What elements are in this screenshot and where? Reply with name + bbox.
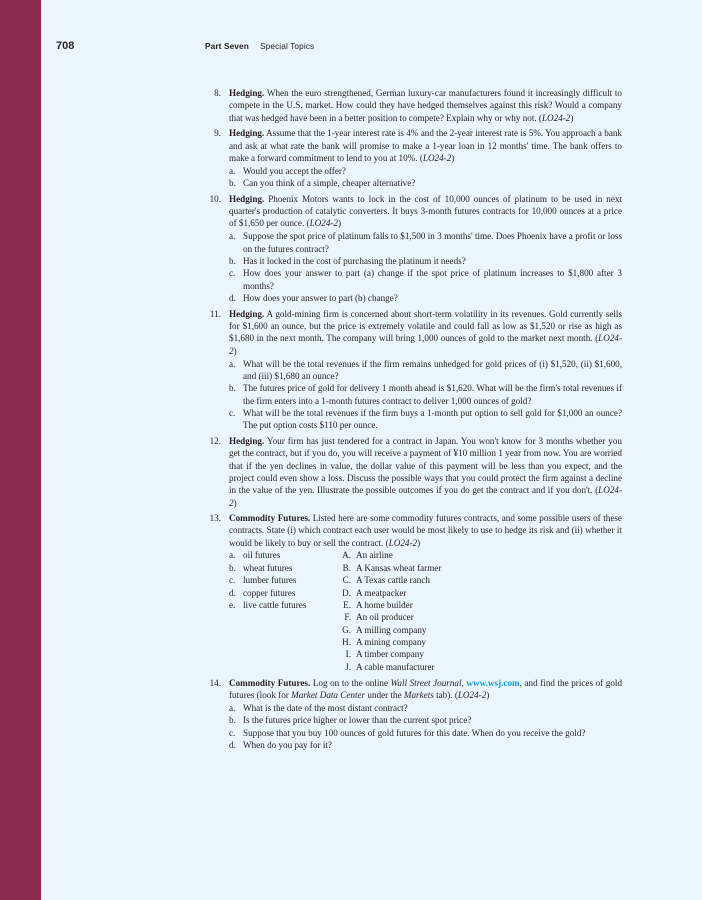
matching-lists (229, 549, 622, 673)
problem-number: 9. (214, 128, 221, 139)
learning-objective: LO24-2 (309, 218, 338, 229)
learning-objective: LO24-2 (388, 537, 418, 548)
journal-name: Wall Street Journal, (390, 677, 464, 688)
sub-question: b. The futures price of gold for delivery 1 month ahead is $1,620. What will be the firm's total revenues if the firm enters into a 1-month futures contract to deliver 1,000 ounces of gold? (229, 383, 622, 406)
sub-question: b. Is the futures price higher or lower than the current spot price? (229, 715, 472, 726)
problem-number: 11. (209, 308, 221, 319)
problem-title: Hedging. (229, 308, 265, 319)
problem-12: 12. Hedging. Your firm has just tendered for a contract in Japan. You won't know for 3 months whether you get the contract, but if you do, you will receive a payment of ¥10 million 1 year from now. You are worried that if the yen declines in value, the dollar value of this payment will be less than you expect, and the project could even show a loss. Discuss the possible ways that you could protect the firm against a decline in the value of the yen. Illustrate the possible outcomes if you do get the contract and if you don't. (LO24-2) (206, 435, 622, 509)
sub-question: d. How does your answer to part (b) change? (229, 293, 398, 304)
sub-question: b. Has it locked in the cost of purchasing the platinum it needs? (229, 256, 466, 267)
learning-objective: LO24-2 (422, 152, 452, 163)
problem-title: Hedging. (229, 88, 265, 98)
problem-list (206, 87, 622, 755)
problem-number: 13. (209, 513, 221, 524)
problem-title: Commodity Futures. (229, 513, 311, 524)
sub-question: c. Suppose that you buy 100 ounces of gold futures for this date. When do you receive the gold? (229, 727, 586, 738)
problem-text: A gold-mining firm is concerned about short-term volatility in its revenues. Gold currently sells for $1,600 an ounce, but the price is extremely volatile and could fall as low as $1,520 or rise as high as $1,680 in the next month. The company will bring 1,000 ounces of gold to the market next month. (229, 308, 622, 344)
user-item: B. A Kansas wheat farmer (342, 562, 442, 573)
problem-13: 13. Commodity Futures. Listed here are some commodity futures contracts, and some possible users of these contracts. State (i) which contract each user would be most likely to use to hedge its risk and (ii) whether it would be likely to buy or sell the contract. (LO24-2) a. oil futures b. wheat futures c. lumber futures d. copper futures e. live cattle futures A. An airline B. A Kansas wheat farmer C. A Texas cattle ranch D. A meatpacker E. A home builder F. An oil producer G. A milling company H. A mining company I. A timber company J. A cable manufacturer (206, 512, 622, 673)
problem-11: 11. Hedging. A gold-mining firm is concerned about short-term volatility in its revenues. Gold currently sells for $1,600 an ounce, but the price is extremely volatile and could fall as low as $1,520 or rise as high as $1,680 in the next month. The company will bring 1,000 ounces of gold to the market next month. (LO24-2) a. What will be the total revenues if the firm remains unhedged for gold prices of (i) $1,520, (ii) $1,600, and (iii) $1,680 an ounce? b. The futures price of gold for delivery 1 month ahead is $1,620. What will be the firm's total revenues if the firm enters into a 1-month futures contract to deliver 1,000 ounces of gold? c. What will be the total revenues if the firm buys a 1-month put option to sell gold for $1,000 an ounce? The put option costs $110 per ounce. (206, 308, 622, 432)
user-item: A. An airline (342, 550, 393, 561)
problem-title: Hedging. (229, 193, 265, 204)
part-topic: Special Topics (260, 41, 315, 51)
wsj-link[interactable]: www.wsj.com (466, 677, 520, 688)
contract-item: a. oil futures (229, 550, 281, 561)
user-item: C. A Texas cattle ranch (342, 575, 430, 586)
problem-text: Your firm has just tendered for a contract in Japan. You won't know for 3 months whether you get the contract, but if you do, you will receive a payment of ¥10 million 1 year from now. You are worried that if the yen declines in value, the dollar value of this payment will be less than you expect, and the project could even show a loss. Discuss the possible ways that you could protect the firm against a decline in the value of the yen. Illustrate the possible outcomes if you do get the contract and if you don't. (229, 435, 622, 496)
problem-14: 14. Commodity Futures. Log on to the online Wall Street Journal, www.wsj.com, and find the prices of gold futures (look for Market Data Center under the Markets tab). (LO24-2) a. What is the date of the most distant contract? b. Is the futures price higher or lower than the current spot price? c. Suppose that you buy 100 ounces of gold futures for this date. When do you receive the gold? d. When do you pay for it? (206, 677, 622, 752)
problem-text: Phoenix Motors wants to lock in the cost of 10,000 ounces of platinum to be used in next quarter's production of catalytic converters. It buys 3-month futures contracts for 10,000 ounces at a price of $1,650 per ounce. (229, 193, 622, 229)
problem-title: Commodity Futures. (229, 677, 311, 688)
user-item: H. A mining company (342, 636, 426, 647)
contract-list (229, 549, 341, 611)
markets-tab: Markets (403, 690, 434, 701)
user-list (341, 549, 481, 672)
problem-title: Hedging. (229, 435, 265, 446)
learning-objective: LO24-2 (229, 333, 622, 356)
problem-9: 9. Hedging. Assume that the 1-year interest rate is 4% and the 2-year interest rate is 5%. You approach a bank and ask at what rate the bank will promise to make a 1-year loan in 12 months' time. The bank offers to make a forward commitment to lend to you at 10%. (LO24-2) a. Would you accept the offer? b. Can you think of a simple, cheaper alternative? (206, 127, 622, 189)
problem-10: 10. Hedging. Phoenix Motors wants to lock in the cost of 10,000 ounces of platinum to be used in next quarter's production of catalytic converters. It buys 3-month futures contracts for 10,000 ounces at a price of $1,650 per ounce. (LO24-2) a. Suppose the spot price of platinum falls to $1,500 in 3 months' time. Does Phoenix have a profit or loss on the futures contract? b. Has it locked in the cost of purchasing the platinum it needs? c. How does your answer to part (a) change if the spot price of platinum increases to $1,800 after 3 months? d. How does your answer to part (b) change? (206, 193, 622, 305)
problem-title: Hedging. (229, 128, 265, 139)
sub-question: a. What is the date of the most distant contract? (229, 702, 408, 713)
sub-question: b. Can you think of a simple, cheaper alternative? (229, 178, 416, 189)
problem-text: When the euro strengthened, German luxury-car manufacturers found it increasingly difficult to compete in the U.S. market. How could they have hedged themselves against this risk? Would a company that was hedged have been in a better position to compete? Explain why or why not. (229, 88, 622, 123)
problem-text: Listed here are some commodity futures contracts, and some possible users of these contracts. State (i) which contract each user would be most likely to use to hedge its risk and (ii) whether it would be likely to buy or sell the contract. (229, 513, 622, 548)
problem-8: 8. Hedging. When the euro strengthened, German luxury-car manufacturers found it increasingly difficult to compete in the U.S. market. How could they have hedged themselves against this risk? Would a company that was hedged have been in a better position to compete? Explain why or why not. (LO24-2) (206, 87, 622, 124)
user-item: E. A home builder (343, 599, 413, 610)
problem-number: 12. (209, 435, 221, 446)
user-item: D. A meatpacker (342, 587, 407, 598)
sub-question: c. How does your answer to part (a) change if the spot price of platinum increases to $1,800 after 3 months? (229, 268, 622, 291)
contract-item: d. copper futures (229, 587, 296, 598)
contract-item: c. lumber futures (229, 575, 297, 586)
page-spine-band (0, 0, 41, 900)
sub-question: d. When do you pay for it? (229, 739, 332, 750)
sub-question: a. Suppose the spot price of platinum falls to $1,500 in 3 months' time. Does Phoenix have a profit or loss on the futures contract? (229, 231, 622, 254)
user-item: G. A milling company (342, 624, 427, 635)
problem-number: 14. (209, 677, 221, 688)
problem-number: 10. (209, 193, 221, 204)
running-header (56, 40, 662, 54)
contract-item: e. live cattle futures (229, 599, 307, 610)
user-item: F. An oil producer (344, 612, 414, 623)
sub-question: c. What will be the total revenues if the firm buys a 1-month put option to sell gold for $1,000 an ounce? The put option costs $110 per ounce. (229, 407, 622, 431)
market-data-center: Market Data Center (291, 690, 366, 701)
problem-number: 8. (214, 88, 221, 98)
contract-item: b. wheat futures (229, 562, 293, 573)
learning-objective: LO24-2 (229, 485, 622, 508)
user-item: I. A timber company (345, 649, 424, 660)
page-number: 708 (56, 40, 75, 52)
user-item: J. A cable manufacturer (345, 661, 435, 672)
sub-question: a. Would you accept the offer? (229, 165, 346, 176)
learning-objective: LO24-2 (541, 112, 571, 123)
learning-objective: LO24-2 (457, 690, 487, 701)
sub-question: a. What will be the total revenues if the firm remains unhedged for gold prices of (i) $1,520, (ii) $1,600, and (iii) $1,680 an ounce? (229, 358, 622, 381)
problem-text: Assume that the 1-year interest rate is 4% and the 2-year interest rate is 5%. You approach a bank and ask at what rate the bank will promise to make a 1-year loan in 12 months' time. The bank offers to make a forward commitment to lend to you at 10%. (229, 128, 622, 163)
part-label: Part Seven (205, 41, 249, 51)
